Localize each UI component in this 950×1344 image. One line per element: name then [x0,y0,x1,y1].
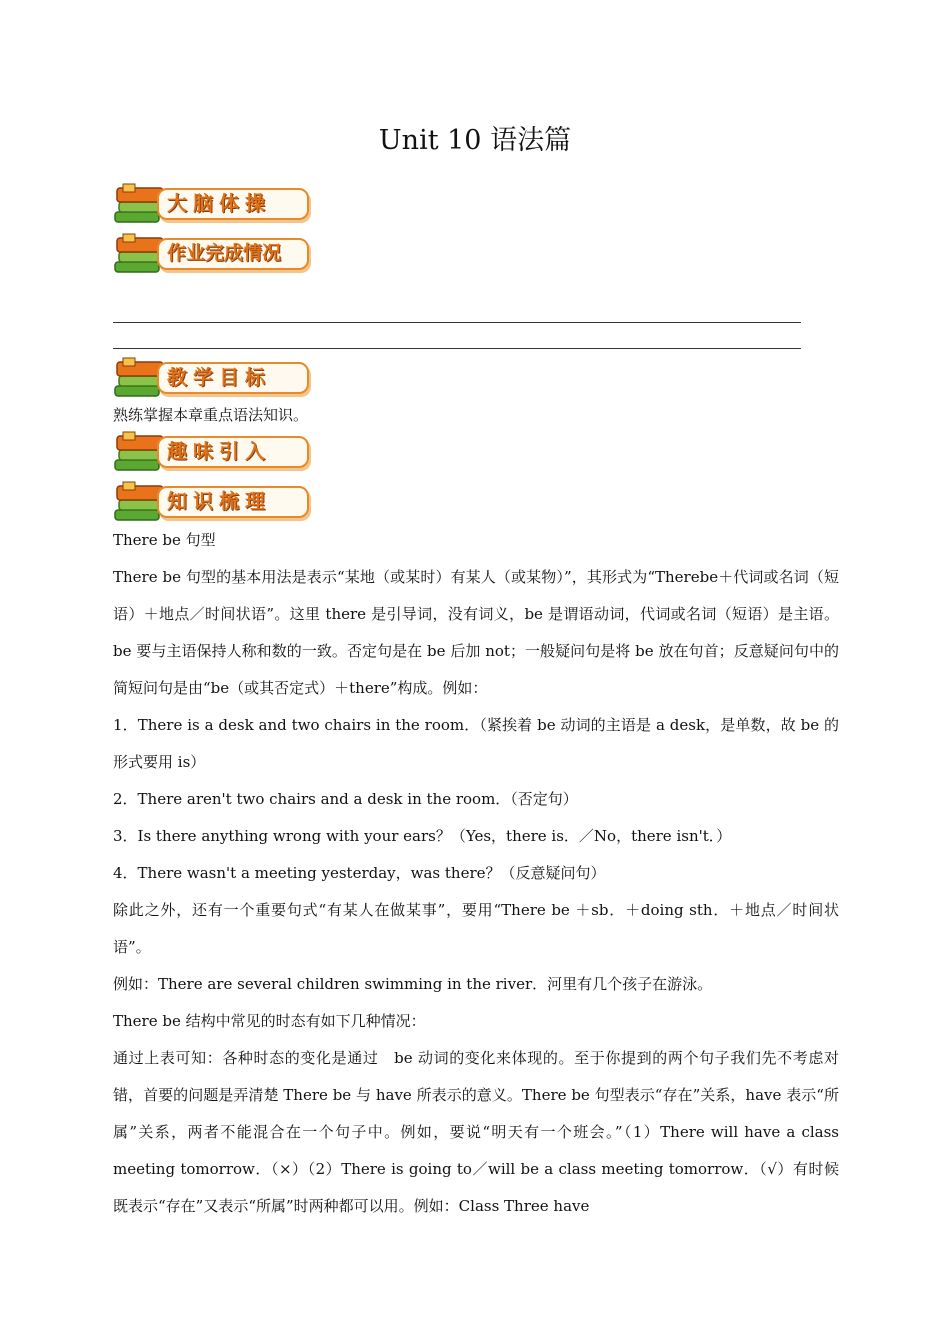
brain-exercise-badge [113,182,313,226]
paragraph: There be 结构中常见的时态有如下几种情况： [113,1012,426,1030]
example-1: 1．There is a desk and two chairs in the room．（紧挨着 be 动词的主语是 a desk，是单数，故 be 的形式要用 is） [113,716,839,771]
answer-line [113,322,801,323]
answer-line [113,348,801,349]
body-text [113,522,839,1225]
paragraph: 除此之外，还有一个重要句式“有某人在做某事”，要用“There be ＋sb．＋doing sth．＋地点／时间状语”。 [113,901,839,956]
example-2: 2．There aren't two chairs and a desk in the room．（否定句） [113,790,578,808]
section-heading: There be 句型 [113,531,216,549]
page-title: Unit 10 语法篇 [378,125,572,156]
homework-label: 作业完成情况 [167,242,282,264]
fun-intro-label: 趣味引入 [167,439,271,463]
fun-intro-badge [113,430,313,474]
example-4: 4．There wasn't a meeting yesterday，was there？（反意疑问句） [113,864,606,882]
paragraph: 通过上表可知：各种时态的变化是通过 be 动词的变化来体现的。至于你提到的两个句子我们先不考虑对错，首要的问题是弄清楚 There be 与 have 所表示的意义。There be 句型表示“存在”关系，have 表示“所属”关系，两者不能混合在一个句子中。例如，要说“明天有一个班会。”（1）There will have a class meeting tomorrow．（×）（2）There is going to／will be a class meeting tomorrow．（√）有时候既表示“存在”又表示“所属”时两种都可以用。例如：Class Three have [113,1049,839,1215]
example-3: 3．Is there anything wrong with your ears？（Yes，there is．／No，there isn't．） [113,827,732,845]
teaching-goal-label: 教学目标 [167,365,271,389]
brain-exercise-label: 大脑体操 [167,191,271,215]
knowledge-review-label: 知识梳理 [167,489,271,513]
homework-badge [113,232,313,276]
paragraph: 例如：There are several children swimming in the river．河里有几个孩子在游泳。 [113,975,713,993]
goal-text: 熟练掌握本章重点语法知识。 [113,406,309,424]
teaching-goal-badge [113,356,313,400]
knowledge-review-badge [113,480,313,524]
paragraph: There be 句型的基本用法是表示“某地（或某时）有某人（或某物）”，其形式为“Therebe＋代词或名词（短语）＋地点／时间状语”。这里 there 是引导词，没有词义，be 是谓语动词，代词或名词（短语）是主语。be 要与主语保持人称和数的一致。否定句是在 be 后加 not；一般疑问句是将 be 放在句首；反意疑问句中的简短问句是由“be（或其否定式）＋there”构成。例如： [113,568,839,697]
